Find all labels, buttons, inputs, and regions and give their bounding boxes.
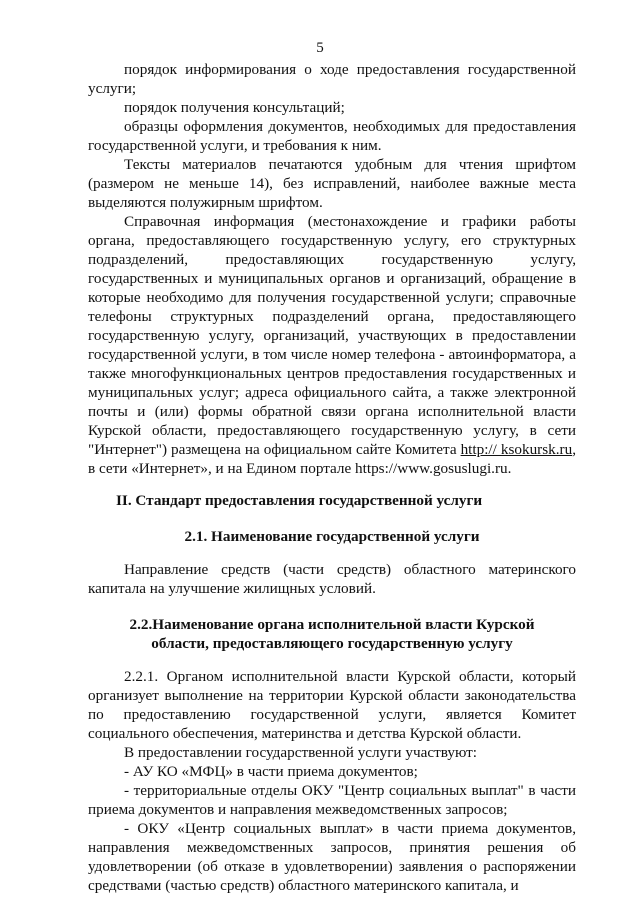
section-heading: II. Стандарт предоставления государственной услуги — [116, 492, 483, 509]
paragraph-text-requirements: Тексты материалов печатаются удобным для чтения шрифтом (размером не меньше 14), без исправлений, наиболее важные места выделяются полужирным шрифтом. — [88, 156, 576, 211]
paragraph-informing-procedure: порядок информирования о ходе предоставления государственной услуги; — [88, 61, 576, 97]
paragraph-consultation-procedure: порядок получения консультаций; — [124, 99, 345, 116]
list-item-payments-center: - ОКУ «Центр социальных выплат» в части приема документов, направления межведомственных запросов, принятия решения об удовлетворении (об отказе в удовлетворении) заявления о распоряжении средствами (частью средств) областного материнского капитала, и — [88, 820, 576, 894]
reference-info-tail: , в сети «Интернет», и на Едином портале https://www.gosuslugi.ru. — [88, 441, 576, 477]
paragraph-document-samples: образцы оформления документов, необходимых для предоставления государственной услуги, и требования к ним. — [88, 118, 576, 154]
list-item-mfc: - АУ КО «МФЦ» в части приема документов; — [124, 763, 418, 780]
paragraph-service-name: Направление средств (части средств) областного материнского капитала на улучшение жилищных условий. — [88, 561, 576, 597]
paragraph-participants-intro: В предоставлении государственной услуги участвуют: — [124, 744, 477, 761]
paragraph-reference-info — [88, 212, 576, 478]
page-content — [88, 60, 576, 895]
paragraph-2-2-1: 2.2.1. Органом исполнительной власти Курской области, который организует выполнение на территории Курской области законодательства по предоставлению государственной услуги, является Комитет социального обеспечения, материнства и детства Курской области. — [88, 668, 576, 742]
list-item-territorial-offices: - территориальные отделы ОКУ "Центр социальных выплат" в части приема документов и направления межведомственных запросов; — [88, 782, 576, 818]
subsection-heading-2-2-line2: области, предоставляющего государственную услугу — [151, 635, 513, 652]
reference-info-text: Справочная информация (местонахождение и графики работы органа, предоставляющего государственную услугу, его структурных подразделений, предоставляющих государственную услугу, государственных и муниципальных органов и организаций, обращение в которые необходимо для получения государственной услуги; справочные телефоны структурных подразделений органа, предоставляющего государственную услугу, организаций, участвующих в предоставлении государственной услуги, в том числе номер телефона - автоинформатора, а также многофункциональных центров предоставления государственных и муниципальных услуг; адреса официального сайта, а также электронной почты и (или) формы обратной связи органа исполнительной власти Курской области, предоставляющего государственную услугу, в сети "Интернет") размещена на официальном сайте Комитета — [88, 213, 576, 458]
subsection-heading-2-1: 2.1. Наименование государственной услуги — [184, 528, 480, 545]
subsection-heading-2-2-line1: 2.2.Наименование органа исполнительной власти Курской — [129, 616, 535, 633]
subsection-heading-2-2 — [88, 615, 576, 653]
page-number: 5 — [316, 40, 324, 56]
committee-website-link[interactable]: http:// ksokursk.ru — [460, 441, 573, 458]
